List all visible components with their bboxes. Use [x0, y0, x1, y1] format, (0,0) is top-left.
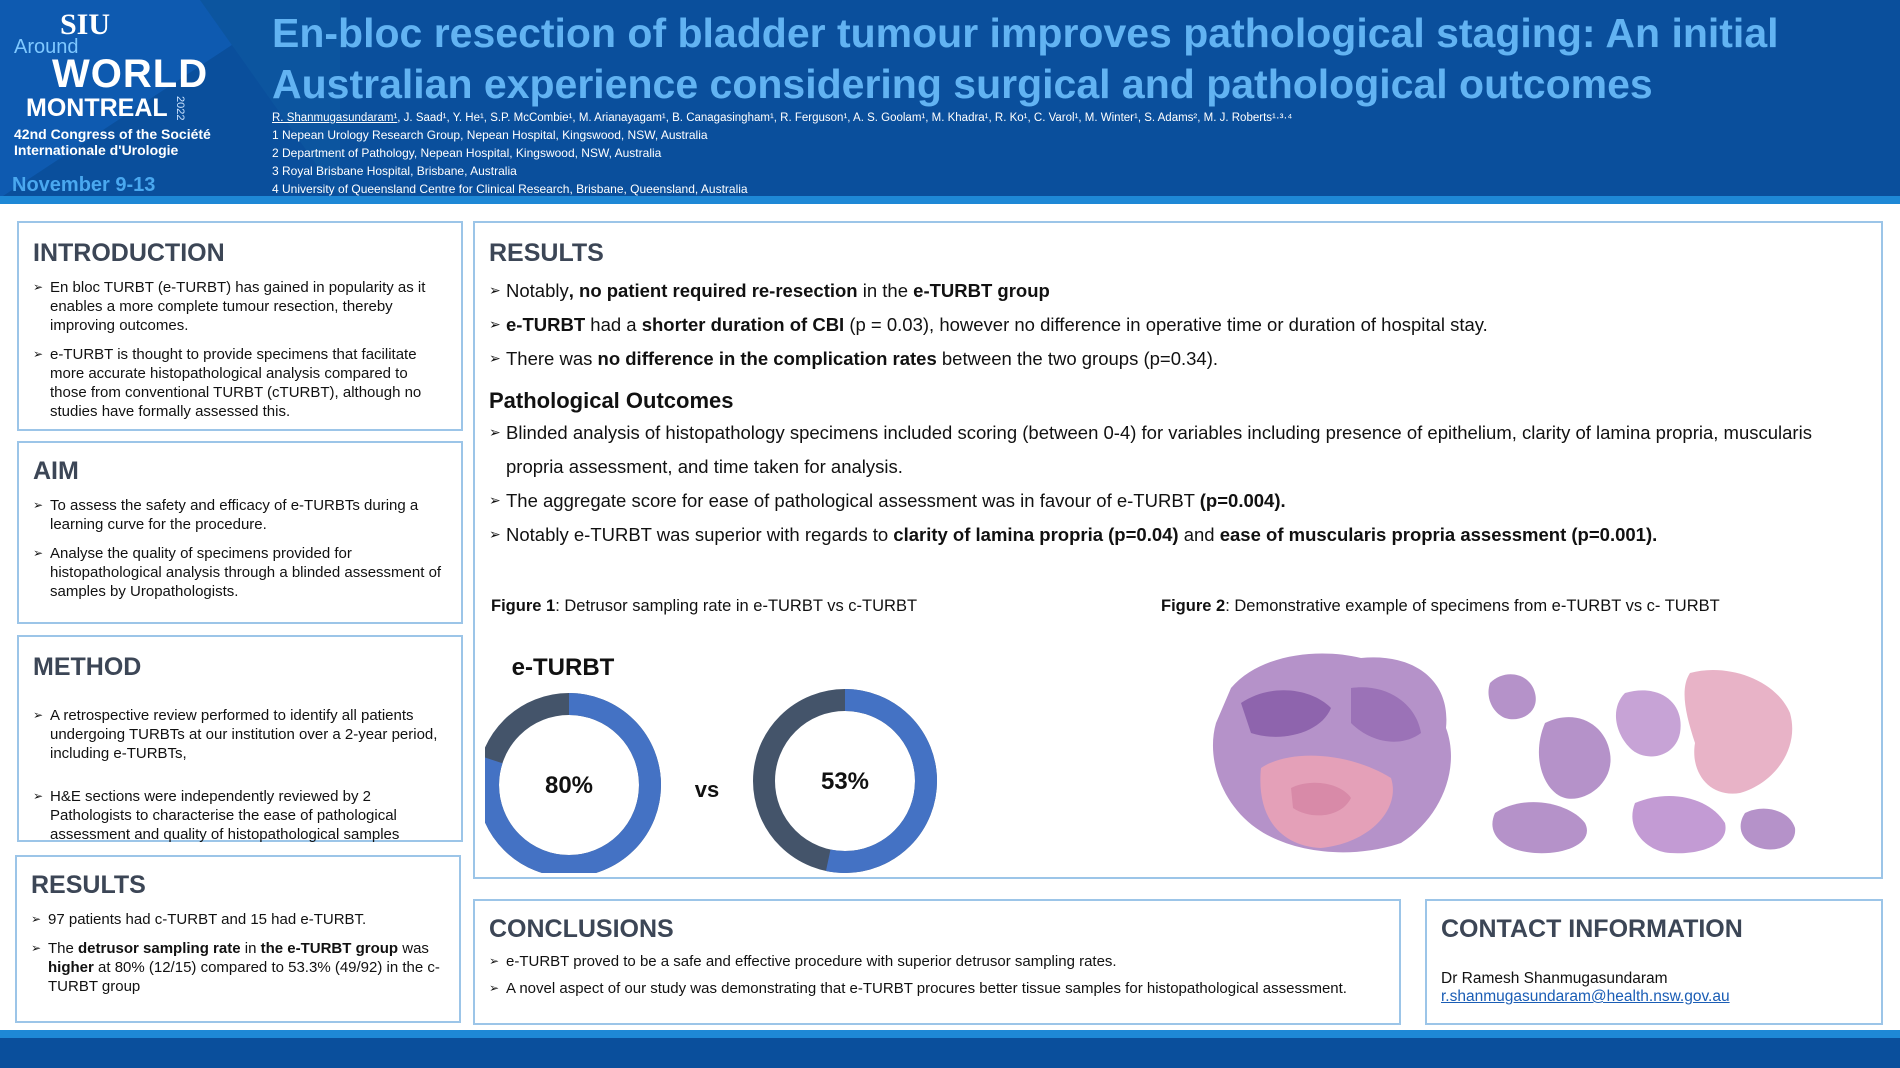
contact-email-link[interactable]: r.shanmugasundaram@health.nsw.gov.au: [1441, 988, 1730, 1005]
contact-name: Dr Ramesh Shanmugasundaram: [1441, 970, 1668, 987]
footer-stripe: [0, 1030, 1900, 1038]
affiliation: 3 Royal Brisbane Hospital, Brisbane, Australia: [272, 164, 517, 178]
result-item: ➢ Blinded analysis of histopathology specimens included scoring (between 0-4) for variables including presence of epithelium, clarity of lamina propria, muscularis propria assessment, and time taken for analysis.: [489, 416, 1867, 484]
poster-header: [0, 0, 1900, 198]
bullet-item: ➢ To assess the safety and efficacy of e-TURBTs during a learning curve for the procedure.: [33, 496, 447, 534]
subsection-heading: Pathological Outcomes: [489, 388, 734, 413]
affiliation: 4 University of Queensland Centre for Clinical Research, Brisbane, Queensland, Australia: [272, 182, 748, 196]
text-run: Notably e-TURBT was superior with regards to: [506, 524, 894, 545]
c-turbt-specimen-image: [1485, 663, 1801, 859]
logo-congress: 42nd Congress of the Société Internationale d'Urologie: [14, 126, 211, 158]
text-bold: higher: [48, 959, 94, 976]
section-heading: AIM: [33, 457, 79, 485]
lead-author: R. Shanmugasundaram¹: [272, 112, 398, 124]
header-stripe: [0, 196, 1900, 204]
text-bold: e-TURBT group: [913, 280, 1050, 301]
donut-value-label-1: 80%: [544, 772, 594, 799]
text-run: There was: [506, 348, 598, 369]
introduction-section: [17, 221, 463, 431]
section-heading: CONTACT INFORMATION: [1441, 915, 1743, 943]
bullet-item: ➢ Analyse the quality of specimens provided for histopathological analysis through a blinded assessment of samples by Uropathologists.: [33, 544, 447, 601]
section-heading: RESULTS: [489, 239, 604, 267]
text-run: between the two groups (p=0.34).: [936, 348, 1219, 369]
text-run: had a: [585, 314, 642, 335]
logo-around: Around: [14, 36, 79, 58]
chart-separator: vs: [694, 777, 720, 802]
e-turbt-specimen-image: [1201, 648, 1465, 858]
text-run: The aggregate score for ease of pathological assessment was in favour of e-TURBT: [506, 490, 1200, 511]
text-run: in: [240, 940, 261, 957]
text-run: in the: [857, 280, 914, 301]
section-heading: METHOD: [33, 653, 142, 681]
text-bold: ease of muscularis propria assessment (p=0.001).: [1219, 524, 1658, 545]
results-section: [473, 221, 1883, 879]
bullet-item: [31, 939, 445, 996]
text-bold: the e-TURBT group: [260, 940, 399, 957]
text-bold: clarity of lamina propria (p=0.04): [893, 524, 1179, 545]
conclusions-section: [473, 899, 1401, 1025]
bullet-item: ➢ e-TURBT proved to be a safe and effective procedure with superior detrusor sampling rates.: [489, 952, 1385, 971]
figure-text: : Detrusor sampling rate in e-TURBT vs c-TURBT: [555, 597, 918, 615]
section-heading: RESULTS: [31, 871, 146, 899]
figure-1-caption: [491, 597, 917, 616]
bullet-list: [33, 278, 447, 421]
bullet-list: [33, 496, 447, 601]
text-run: (p = 0.03), however no difference in operative time or duration of hospital stay.: [844, 314, 1488, 335]
logo-dates: November 9-13: [12, 174, 156, 196]
result-item: [489, 518, 1867, 552]
text-bold: no difference in the complication rates: [597, 348, 937, 369]
contact-section: [1425, 899, 1883, 1025]
bullet-list: [489, 952, 1385, 998]
bullet-item: ➢ H&E sections were independently reviewed by 2 Pathologists to characterise the ease of pathological assessment and quality of histopathological samples: [33, 787, 447, 844]
results-summary-section: [15, 855, 461, 1023]
text-bold: detrusor sampling rate: [78, 940, 241, 957]
text-bold: , no patient required re-resection: [568, 280, 858, 301]
text-run: The: [48, 940, 79, 957]
bullet-list: [31, 910, 445, 996]
figure-label: Figure 2: [1161, 597, 1226, 615]
text-run: at 80% (12/15) compared to 53.3% (49/92) in the c-TURBT group: [48, 959, 440, 995]
affiliations: [272, 126, 748, 198]
figure-label: Figure 1: [491, 597, 556, 615]
donut-chart-svg: [485, 643, 985, 873]
result-item: [489, 308, 1867, 342]
donut-value-label-2: 53%: [820, 768, 870, 795]
text-run: and: [1178, 524, 1220, 545]
poster-title: En-bloc resection of bladder tumour improves pathological staging: An initial Australian experience considering surgical and pathological outcomes: [272, 10, 1779, 107]
affiliation: 1 Nepean Urology Research Group, Nepean Hospital, Kingswood, NSW, Australia: [272, 128, 708, 142]
logo-siu: SIU: [60, 8, 111, 41]
bullet-item: ➢ 97 patients had c-TURBT and 15 had e-TURBT.: [31, 910, 445, 929]
text-bold: e-TURBT: [506, 314, 586, 335]
author-list: [272, 109, 1292, 127]
poster-footer: [0, 1038, 1900, 1068]
logo-year: 2022: [174, 96, 186, 121]
bullet-item: ➢ A retrospective review performed to identify all patients undergoing TURBTs at our institution over a 2-year period, including e-TURBTs,: [33, 706, 447, 763]
text-run: Notably: [506, 280, 569, 301]
text-bold: (p=0.004).: [1199, 490, 1286, 511]
result-item: [489, 274, 1867, 308]
result-item: [489, 484, 1867, 518]
bullet-list: [33, 706, 447, 844]
bullet-item: ➢ A novel aspect of our study was demonstrating that e-TURBT procures better tissue samples for histopathological assessment.: [489, 979, 1385, 998]
text-bold: shorter duration of CBI: [641, 314, 845, 335]
affiliation: 2 Department of Pathology, Nepean Hospital, Kingswood, NSW, Australia: [272, 146, 662, 160]
section-heading: INTRODUCTION: [33, 239, 225, 267]
co-authors: , J. Saad¹, Y. He¹, S.P. McCombie¹, M. Arianayagam¹, B. Canagasingham¹, R. Ferguson¹, A. S. Goolam¹, M. Khadra¹, R. Ko¹, C. Varol¹, M. Winter¹, S. Adams², M. J. Roberts¹·³·⁴: [397, 112, 1293, 124]
bullet-item: ➢ e-TURBT is thought to provide specimens that facilitate more accurate histopathological analysis compared to those from conventional TURBT (cTURBT), although no studies have formally assessed this.: [33, 345, 447, 421]
logo-montreal: MONTREAL: [26, 94, 168, 122]
siu-congress-logo: [12, 8, 252, 196]
figure-2-caption: [1161, 597, 1720, 616]
text-run: was: [398, 940, 429, 957]
result-item: [489, 342, 1867, 376]
method-section: [17, 635, 463, 842]
logo-world: WORLD: [52, 52, 209, 96]
chart-title: e-TURBT: [511, 654, 615, 681]
bullet-item: ➢ En bloc TURBT (e-TURBT) has gained in popularity as it enables a more complete tumour resection, thereby improving outcomes.: [33, 278, 447, 335]
figure-text: : Demonstrative example of specimens from e-TURBT vs c- TURBT: [1225, 597, 1720, 615]
detrusor-sampling-chart: [485, 643, 985, 873]
section-heading: CONCLUSIONS: [489, 915, 674, 943]
aim-section: [17, 441, 463, 624]
